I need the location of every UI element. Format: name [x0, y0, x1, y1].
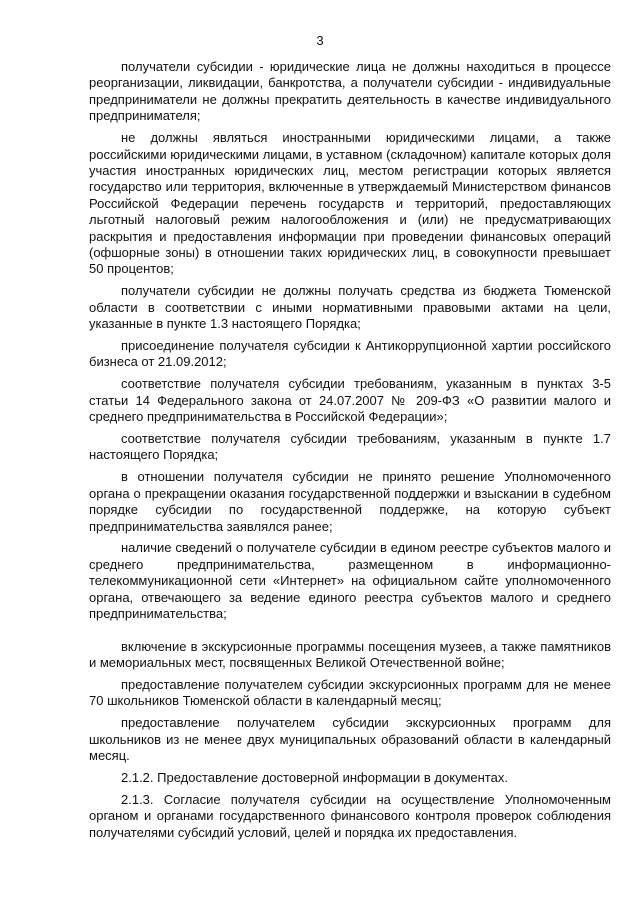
paragraph-no-other-budget-funds: получатели субсидии не должны получать средства из бюджета Тюменской области в соответствии с иными нормативными правовыми актами на цели, указанные в пункте 1.3 настоящего Порядка;: [89, 283, 611, 332]
document-body: [89, 59, 611, 846]
paragraph-reorganization: получатели субсидии - юридические лица не должны находиться в процессе реорганизации, ликвидации, банкротства, а получатели субсидии - индивидуальные предприниматели не должны прекратить деятельность в качестве индивидуального предпринимателя;: [89, 59, 611, 124]
paragraph-sme-registry: наличие сведений о получателе субсидии в едином реестре субъектов малого и среднего предпринимательства, размещенном в информационно-телекоммуникационной сети «Интернет» на официальном сайте уполномоченного органа, отвечающего за ведение единого реестра субъектов малого и среднего предпринимательства;: [89, 540, 611, 622]
paragraph-federal-law-requirements: соответствие получателя субсидии требованиям, указанным в пунктах 3-5 статьи 14 Федерального закона от 24.07.2007 № 209-ФЗ «О развитии малого и среднего предпринимательства в Российской Федерации»;: [89, 376, 611, 425]
paragraph-two-municipalities: предоставление получателем субсидии экскурсионных программ для школьников из не менее двух муниципальных образований области в календарный месяц.: [89, 715, 611, 763]
paragraph-section-1-7-requirements: соответствие получателя субсидии требованиям, указанным в пункте 1.7 настоящего Порядка;: [89, 431, 611, 463]
paragraph-2-1-2-reliable-info: 2.1.2. Предоставление достоверной информации в документах.: [121, 769, 508, 785]
paragraph-foreign-entities: не должны являться иностранными юридическими лицами, а также российскими юридическими лицами, в уставном (складочном) капитале которых доля участия иностранных юридических лиц, местом регистрации которых является государство или территория, включенные в утверждаемый Министерством финансов Российской Федерации перечень государств и территорий, предоставляющих льготный налоговый режим налогообложения и (или) не предусматривающих раскрытия и предоставления информации при проведении финансовых операций (офшорные зоны) в отношении таких юридических лиц, в совокупности превышает 50 процентов;: [89, 130, 611, 277]
paragraph-anticorruption-charter: присоединение получателя субсидии к Антикоррупционной хартии российского бизнеса от 21.09.2012;: [89, 338, 611, 370]
paragraph-museum-programs: включение в экскурсионные программы посещения музеев, а также памятников и мемориальных мест, посвященных Великой Отечественной войне;: [89, 638, 611, 670]
paragraph-2-1-3-consent-to-audit: 2.1.3. Согласие получателя субсидии на осуществление Уполномоченным органом и органами государственного финансового контроля проверок соблюдения получателями субсидий условий, целей и порядка их предоставления.: [89, 791, 611, 840]
paragraph-no-termination-decision: в отношении получателя субсидии не принято решение Уполномоченного органа о прекращении оказания государственной поддержки и взыскании в судебном порядке субсидии по государственной поддержке, на которую субъект предпринимательства заявлялся ранее;: [89, 469, 611, 534]
page-number: 3: [316, 33, 324, 48]
paragraph-70-schoolchildren: предоставление получателем субсидии экскурсионных программ для не менее 70 школьников Тюменской области в календарный месяц;: [89, 676, 611, 709]
